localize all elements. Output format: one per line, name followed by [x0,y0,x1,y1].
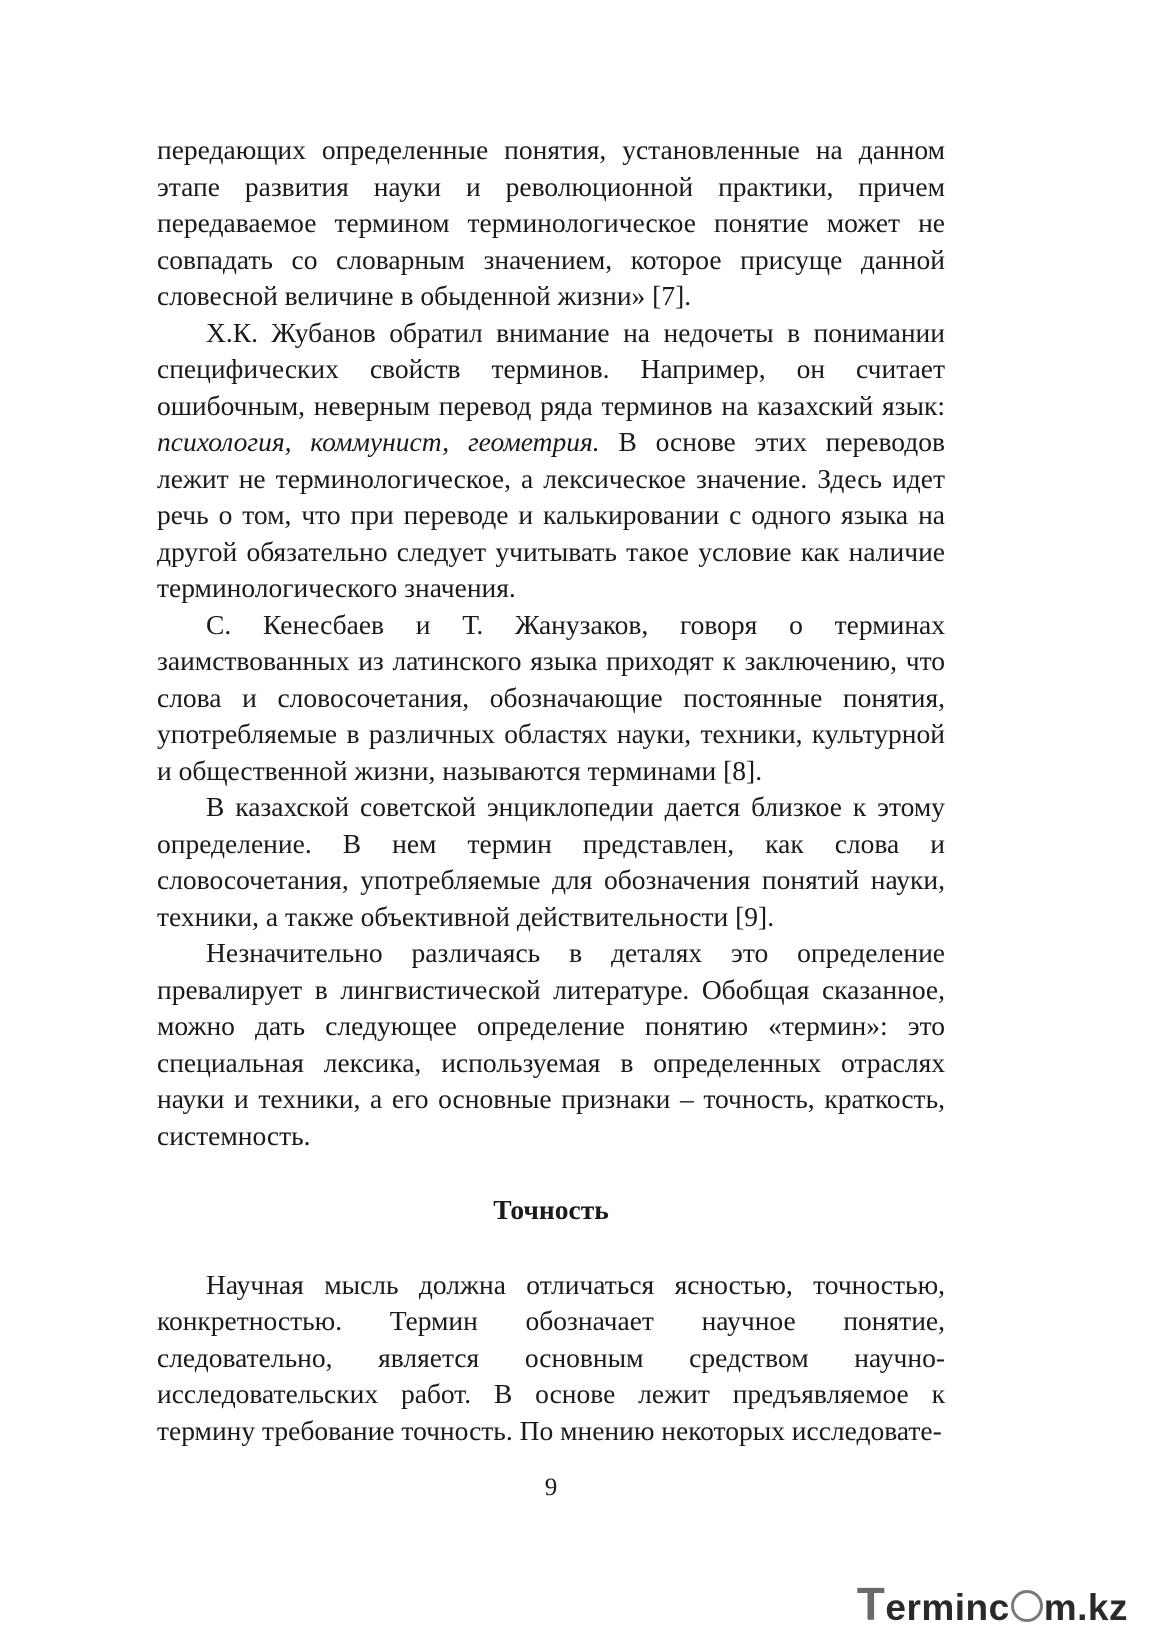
section-heading: Точность [493,1194,609,1225]
page-number: 9 [544,1474,558,1501]
watermark-text-2: m.kz [1043,1587,1128,1628]
paragraph-6: Научная мысль должна отличаться ясностью, точностью, конкретностью. Термин обозначает научное понятие, следовательно, является основным средством научно-исследовательских работ. В основе лежит предъявляемое к термину требование точность. По мнению некоторых исследовате- [157,1268,945,1446]
paragraph-5: Незначительно различаясь в деталях это определение превалирует в лингвистической литературе. Обобщая сказанное, можно дать следующее определение понятию «термин»: это специальная лексика, используемая в определенных отраслях науки и техники, а его основные признаки – точность, краткость, системность. [157,937,945,1151]
paragraph-2 [157,315,945,607]
paragraph-2-text-end: В основе этих переводов лежит не терминологическое, а лексическое значение. Здесь идет речь о том, что при переводе и калькировании с одного языка на другой обязательно следует учитывать такое условие как наличие терминологического значения. [157,426,945,603]
paragraph-1: передающих определенные понятия, установленные на данном этапе развития науки и революционной практики, причем передаваемое термином терминологическое понятие может не совпадать со словарным значением, которое присуще данной словесной величине в обыденной жизни» [7]. [157,134,945,311]
watermark-logo [857,1577,1128,1631]
page-body [157,132,945,1449]
magnifier-icon [1011,1590,1043,1622]
watermark-text-1: erminc [885,1587,1010,1628]
watermark-lead-letter: T [856,1578,886,1630]
paragraph-2-italic-terms: психология, коммунист, геометрия. [157,426,600,457]
paragraph-3: С. Кенесбаев и Т. Жанузаков, говоря о терминах заимствованных из латинского языка приходят к заключению, что слова и словосочетания, обозначающие постоянные понятия, употребляемые в различных областях науки, техники, культурной и общественной жизни, называются терминами [8]. [157,608,945,786]
paragraph-2-text-start: Х.К. Жубанов обратил внимание на недочеты в понимании специфических свойств терминов. Например, он считает ошибочным, неверным перевод ряда терминов на казахский язык: [157,316,945,421]
paragraph-4: В казахской советской энциклопедии дается близкое к этому определение. В нем термин представлен, как слова и словосочетания, употребляемые для обозначения понятий науки, техники, а также объективной действительности [9]. [157,791,945,932]
